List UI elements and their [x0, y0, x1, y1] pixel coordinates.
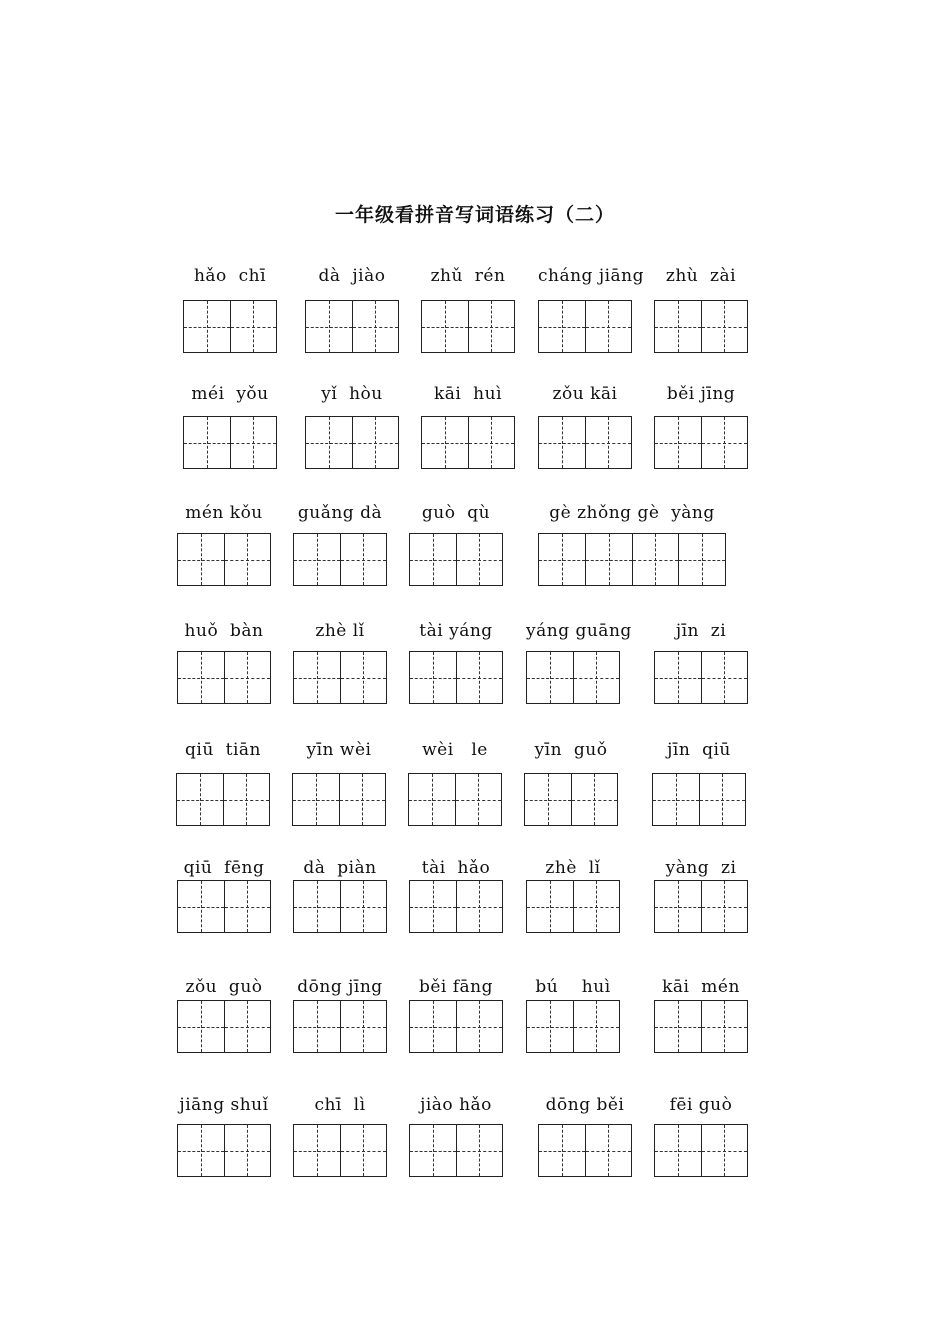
tianzi-cell[interactable] — [224, 1125, 271, 1176]
writing-grid[interactable] — [421, 300, 515, 353]
tianzi-cell[interactable] — [223, 774, 270, 825]
pinyin-label: qiū tiān — [185, 740, 261, 760]
tianzi-cell[interactable] — [585, 1125, 632, 1176]
tianzi-cell[interactable] — [701, 1125, 748, 1176]
tianzi-cell[interactable] — [340, 1125, 387, 1176]
word-item — [538, 266, 645, 353]
writing-grid[interactable] — [408, 773, 502, 826]
tianzi-cell[interactable] — [184, 417, 230, 468]
word-item — [654, 266, 748, 353]
tianzi-cell[interactable] — [230, 301, 277, 352]
pinyin-label: zǒu guò — [185, 977, 263, 997]
word-item — [177, 621, 271, 704]
tianzi-cell[interactable] — [456, 1125, 503, 1176]
tianzi-cell[interactable] — [678, 534, 725, 585]
tianzi-cell[interactable] — [653, 774, 699, 825]
tianzi-cell[interactable] — [294, 881, 340, 932]
word-item — [409, 977, 503, 1053]
pinyin-label: méi yǒu — [191, 384, 269, 404]
writing-grid[interactable] — [305, 416, 399, 469]
pinyin-label: mén kǒu — [185, 503, 263, 523]
tianzi-cell[interactable] — [701, 417, 748, 468]
tianzi-cell[interactable] — [539, 534, 585, 585]
pinyin-label: kāi mén — [662, 977, 740, 997]
pinyin-label: tài yáng — [419, 621, 493, 641]
tianzi-cell[interactable] — [527, 1001, 573, 1052]
writing-grid[interactable] — [524, 773, 618, 826]
tianzi-cell[interactable] — [410, 1001, 456, 1052]
tianzi-cell[interactable] — [294, 1125, 340, 1176]
tianzi-cell[interactable] — [571, 774, 618, 825]
writing-grid[interactable] — [292, 773, 386, 826]
pinyin-label: yàng zi — [665, 858, 737, 878]
tianzi-cell[interactable] — [655, 301, 701, 352]
tianzi-cell[interactable] — [585, 534, 632, 585]
tianzi-cell[interactable] — [178, 652, 224, 703]
tianzi-cell[interactable] — [539, 1125, 585, 1176]
tianzi-cell[interactable] — [294, 1001, 340, 1052]
writing-grid[interactable] — [409, 533, 503, 586]
writing-grid[interactable] — [177, 1124, 271, 1177]
tianzi-cell[interactable] — [340, 652, 387, 703]
writing-grid[interactable] — [526, 1000, 620, 1053]
pinyin-label: yáng guāng — [526, 621, 632, 641]
word-item — [177, 977, 271, 1053]
pinyin-label: wèi le — [422, 740, 488, 760]
tianzi-cell[interactable] — [527, 652, 573, 703]
tianzi-cell[interactable] — [184, 301, 230, 352]
tianzi-cell[interactable] — [306, 301, 352, 352]
pinyin-label: cháng jiāng — [538, 266, 645, 286]
writing-grid[interactable] — [421, 416, 515, 469]
writing-grid[interactable] — [177, 533, 271, 586]
tianzi-cell[interactable] — [573, 881, 620, 932]
tianzi-cell[interactable] — [655, 881, 701, 932]
writing-grid[interactable] — [177, 880, 271, 933]
pinyin-label: hǎo chī — [193, 266, 267, 286]
tianzi-cell[interactable] — [340, 881, 387, 932]
tianzi-cell[interactable] — [224, 534, 271, 585]
pinyin-label: zhè lǐ — [315, 621, 365, 641]
word-item — [409, 1095, 503, 1177]
word-item — [538, 503, 726, 586]
tianzi-cell[interactable] — [178, 881, 224, 932]
writing-grid[interactable] — [652, 773, 746, 826]
word-item — [183, 266, 277, 353]
writing-grid[interactable] — [654, 880, 748, 933]
pinyin-label: dōng běi — [545, 1095, 625, 1115]
word-item — [524, 740, 618, 826]
pinyin-label: chī lì — [314, 1095, 366, 1115]
word-item — [305, 384, 399, 469]
word-item — [654, 384, 748, 469]
writing-grid[interactable] — [654, 416, 748, 469]
tianzi-cell[interactable] — [585, 301, 632, 352]
writing-grid[interactable] — [654, 651, 748, 704]
pinyin-label: fēi guò — [669, 1095, 733, 1115]
word-item — [293, 1095, 387, 1177]
tianzi-cell[interactable] — [224, 881, 271, 932]
tianzi-cell[interactable] — [468, 301, 515, 352]
pinyin-label: yīn wèi — [306, 740, 372, 760]
word-item — [654, 858, 748, 933]
tianzi-cell[interactable] — [573, 652, 620, 703]
word-item — [409, 503, 503, 586]
writing-grid[interactable] — [293, 533, 387, 586]
tianzi-cell[interactable] — [178, 534, 224, 585]
word-item — [177, 503, 271, 586]
writing-grid[interactable] — [526, 880, 620, 933]
pinyin-label: jiāng shuǐ — [179, 1095, 269, 1115]
pinyin-label: bú huì — [535, 977, 611, 997]
tianzi-cell[interactable] — [409, 774, 455, 825]
word-item — [408, 740, 502, 826]
writing-grid[interactable] — [183, 416, 277, 469]
tianzi-cell[interactable] — [410, 881, 456, 932]
tianzi-cell[interactable] — [527, 881, 573, 932]
tianzi-cell[interactable] — [294, 652, 340, 703]
tianzi-cell[interactable] — [701, 301, 748, 352]
tianzi-cell[interactable] — [410, 1125, 456, 1176]
writing-grid[interactable] — [409, 1000, 503, 1053]
word-item — [654, 621, 748, 704]
word-item — [305, 266, 399, 353]
pinyin-label: kāi huì — [433, 384, 502, 404]
word-item — [652, 740, 746, 826]
writing-grid[interactable] — [183, 300, 277, 353]
tianzi-cell[interactable] — [178, 1001, 224, 1052]
tianzi-cell[interactable] — [573, 1001, 620, 1052]
word-item — [177, 1095, 271, 1177]
tianzi-cell[interactable] — [655, 652, 701, 703]
writing-grid[interactable] — [654, 1000, 748, 1053]
writing-grid[interactable] — [177, 1000, 271, 1053]
pinyin-label: zhù zài — [665, 266, 737, 286]
tianzi-cell[interactable] — [456, 881, 503, 932]
writing-grid[interactable] — [293, 1124, 387, 1177]
pinyin-label: jīn zi — [675, 621, 727, 641]
writing-grid[interactable] — [176, 773, 270, 826]
tianzi-cell[interactable] — [306, 417, 352, 468]
pinyin-label: jīn qiū — [667, 740, 731, 760]
tianzi-cell[interactable] — [699, 774, 746, 825]
tianzi-cell[interactable] — [410, 652, 456, 703]
pinyin-label: gè zhǒng gè yàng — [549, 503, 715, 523]
word-item — [293, 858, 387, 933]
tianzi-cell[interactable] — [410, 534, 456, 585]
tianzi-cell[interactable] — [655, 417, 701, 468]
pinyin-label: yīn guǒ — [534, 740, 608, 760]
tianzi-cell[interactable] — [585, 417, 632, 468]
pinyin-label: dà jiào — [318, 266, 386, 286]
tianzi-cell[interactable] — [340, 534, 387, 585]
writing-grid[interactable] — [409, 651, 503, 704]
writing-grid[interactable] — [409, 880, 503, 933]
word-item — [538, 1095, 632, 1177]
tianzi-cell[interactable] — [224, 652, 271, 703]
writing-grid[interactable] — [305, 300, 399, 353]
word-item — [526, 858, 620, 933]
writing-grid[interactable] — [538, 416, 632, 469]
tianzi-cell[interactable] — [539, 417, 585, 468]
word-item — [293, 977, 387, 1053]
tianzi-cell[interactable] — [422, 417, 468, 468]
pinyin-label: guò qù — [421, 503, 491, 523]
word-item — [293, 503, 387, 586]
tianzi-cell[interactable] — [525, 774, 571, 825]
pinyin-label: tài hǎo — [421, 858, 491, 878]
tianzi-cell[interactable] — [632, 534, 679, 585]
tianzi-cell[interactable] — [456, 1001, 503, 1052]
pinyin-label: zǒu kāi — [552, 384, 618, 404]
word-item — [183, 384, 277, 469]
pinyin-label: dà piàn — [303, 858, 377, 878]
word-item — [421, 384, 515, 469]
tianzi-cell[interactable] — [224, 1001, 271, 1052]
word-item — [176, 740, 270, 826]
pinyin-label: jiào hǎo — [420, 1095, 492, 1115]
word-item — [293, 621, 387, 704]
page-title: 一年级看拼音写词语练习（二） — [334, 204, 615, 226]
word-item — [526, 977, 620, 1053]
word-item — [526, 621, 632, 704]
writing-grid[interactable] — [538, 1124, 632, 1177]
tianzi-cell[interactable] — [352, 417, 399, 468]
writing-grid[interactable] — [293, 651, 387, 704]
writing-grid[interactable] — [409, 1124, 503, 1177]
pinyin-label: yǐ hòu — [321, 384, 383, 404]
writing-grid[interactable] — [538, 300, 632, 353]
word-item — [409, 621, 503, 704]
tianzi-cell[interactable] — [539, 301, 585, 352]
word-item — [654, 1095, 748, 1177]
tianzi-cell[interactable] — [339, 774, 386, 825]
writing-grid[interactable] — [293, 1000, 387, 1053]
tianzi-cell[interactable] — [701, 881, 748, 932]
word-item — [177, 858, 271, 933]
tianzi-cell[interactable] — [293, 774, 339, 825]
tianzi-cell[interactable] — [422, 301, 468, 352]
pinyin-label: běi jīng — [666, 384, 736, 404]
writing-grid[interactable] — [526, 651, 620, 704]
pinyin-label: qiū fēng — [183, 858, 265, 878]
writing-grid[interactable] — [177, 651, 271, 704]
writing-grid[interactable] — [293, 880, 387, 933]
pinyin-label: běi fāng — [418, 977, 494, 997]
tianzi-cell[interactable] — [655, 1125, 701, 1176]
tianzi-cell[interactable] — [701, 1001, 748, 1052]
word-item — [654, 977, 748, 1053]
tianzi-cell[interactable] — [352, 301, 399, 352]
tianzi-cell[interactable] — [655, 1001, 701, 1052]
pinyin-label: zhǔ rén — [430, 266, 506, 286]
word-item — [538, 384, 632, 469]
tianzi-cell[interactable] — [294, 534, 340, 585]
pinyin-label: huǒ bàn — [184, 621, 264, 641]
tianzi-cell[interactable] — [230, 417, 277, 468]
tianzi-cell[interactable] — [177, 774, 223, 825]
tianzi-cell[interactable] — [701, 652, 748, 703]
word-item — [292, 740, 386, 826]
tianzi-cell[interactable] — [340, 1001, 387, 1052]
writing-grid[interactable] — [654, 300, 748, 353]
word-item — [409, 858, 503, 933]
pinyin-label: guǎng dà — [297, 503, 383, 523]
tianzi-cell[interactable] — [456, 534, 503, 585]
tianzi-cell[interactable] — [456, 652, 503, 703]
pinyin-label: zhè lǐ — [545, 858, 601, 878]
word-item — [421, 266, 515, 353]
writing-grid[interactable] — [654, 1124, 748, 1177]
tianzi-cell[interactable] — [468, 417, 515, 468]
tianzi-cell[interactable] — [455, 774, 502, 825]
tianzi-cell[interactable] — [178, 1125, 224, 1176]
pinyin-label: dōng jīng — [297, 977, 383, 997]
writing-grid[interactable] — [538, 533, 726, 586]
